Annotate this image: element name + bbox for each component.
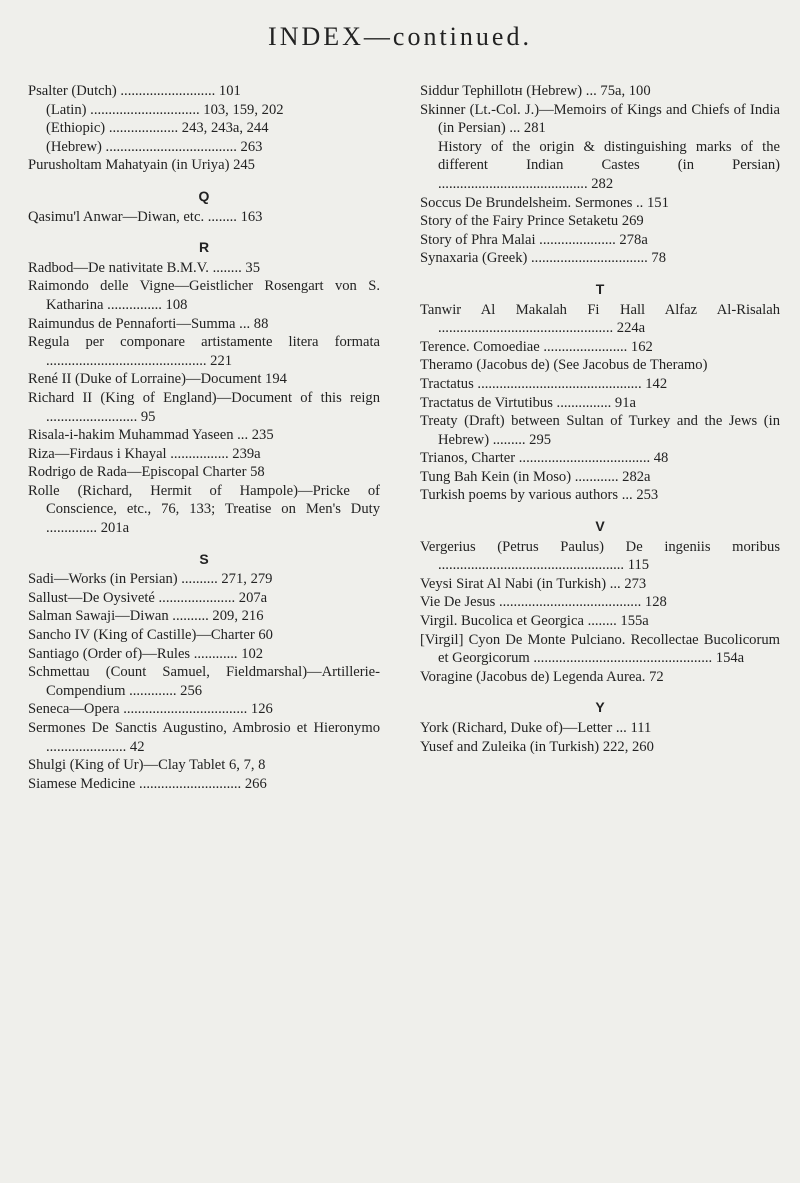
index-entry: [Virgil] Cyon De Monte Pulciano. Recollectae Bucolicorum et Georgicorum ................................................. 154a xyxy=(420,631,780,667)
index-entry: Tanwir Al Makalah Fi Hall Alfaz Al-Risalah ................................................ 224a xyxy=(420,301,780,337)
index-entry: Purusholtam Mahatyain (in Uriya) 245 xyxy=(28,157,255,174)
index-entry: Schmettau (Count Samuel, Fieldmarshal)—Artillerie-Compendium ............. 256 xyxy=(28,664,380,699)
index-entry: Sancho IV (King of Castille)—Charter 60 xyxy=(28,627,273,644)
index-entry: René II (Duke of Lorraine)—Document 194 xyxy=(28,371,287,388)
index-subentry: (Latin) .............................. 103, 159, 202 xyxy=(46,101,284,118)
index-entry: Rodrigo de Rada—Episcopal Charter 58 xyxy=(28,464,265,481)
index-entry: Sadi—Works (in Persian) .......... 271, 279 xyxy=(28,571,273,588)
index-entry: Theramo (Jacobus de) (See Jacobus de Theramo) xyxy=(420,357,708,374)
index-entry: Story of Phra Malai ..................... 278a xyxy=(420,231,648,248)
index-entry: Veysi Sirat Al Nabi (in Turkish) ... 273 xyxy=(420,575,647,592)
left-column xyxy=(28,82,380,793)
index-entry: Santiago (Order of)—Rules ............ 102 xyxy=(28,645,264,662)
index-subentry: (Ethiopic) ................... 243, 243a, 244 xyxy=(46,120,269,137)
index-entry: Seneca—Opera .................................. 126 xyxy=(28,701,273,718)
index-entry: Treaty (Draft) between Sultan of Turkey and the Jews (in Hebrew) ......... 295 xyxy=(420,413,780,448)
index-entry: Siamese Medicine ............................ 266 xyxy=(28,775,267,792)
index-entry: Sermones De Sanctis Augustino, Ambrosio et Hieronymo ...................... 42 xyxy=(28,720,380,755)
section-letter: Q xyxy=(198,187,210,204)
index-entry: Shulgi (King of Ur)—Clay Tablet 6, 7, 8 xyxy=(28,757,266,774)
section-letter: V xyxy=(595,518,605,535)
right-column xyxy=(420,82,780,756)
index-entry: Riza—Firdaus i Khayal ................ 239a xyxy=(28,445,261,462)
index-entry: Sallust—De Oysiveté ..................... 207a xyxy=(28,589,268,606)
index-entry: Salman Sawaji—Diwan .......... 209, 216 xyxy=(28,608,264,625)
index-entry: Radbod—De nativitate B.M.V. ........ 35 xyxy=(28,259,260,276)
index-entry: Tung Bah Kein (in Moso) ............ 282a xyxy=(420,468,651,485)
index-entry: York (Richard, Duke of)—Letter ... 111 xyxy=(420,720,652,736)
index-entry: Psalter (Dutch) .......................... 101 xyxy=(28,83,241,99)
index-entry: Synaxaria (Greek) ................................ 78 xyxy=(420,250,667,267)
index-entry: Voragine (Jacobus de) Legenda Aurea. 72 xyxy=(420,668,664,685)
section-letter: R xyxy=(198,239,210,256)
index-entry: Vergerius (Petrus Paulus) De ingeniis moribus ................................................... 115 xyxy=(420,538,780,574)
index-subentry: (Hebrew) .................................... 263 xyxy=(46,138,263,155)
index-entry: Tractatus ............................................. 142 xyxy=(420,375,668,392)
index-entry: Skinner (Lt.-Col. J.)—Memoirs of Kings and Chiefs of India (in Persian) ... 281 xyxy=(420,101,780,137)
index-entry: Virgil. Bucolica et Georgica ........ 155a xyxy=(420,613,649,630)
index-entry: Yusef and Zuleika (in Turkish) 222, 260 xyxy=(420,738,654,755)
section-letter: S xyxy=(199,550,209,567)
index-entry: Tractatus de Virtutibus ............... 91a xyxy=(420,394,636,411)
index-entry: Risala-i-hakim Muhammad Yaseen ... 235 xyxy=(28,427,274,444)
page-header: INDEX—continued. xyxy=(268,22,532,51)
index-entry: Story of the Fairy Prince Setaketu 269 xyxy=(420,213,644,230)
index-entry: Vie De Jesus ....................................... 128 xyxy=(420,594,667,611)
index-entry: Rolle (Richard, Hermit of Hampole)—Pricke of Conscience, etc., 76, 133; Treatise on Men's Duty .............. 201a xyxy=(28,482,380,537)
section-letter: T xyxy=(595,280,605,297)
index-entry: Siddur Tephillotн (Hebrew) ... 75a, 100 xyxy=(420,83,651,99)
index-entry: Terence. Comoediae ....................... 162 xyxy=(420,338,653,355)
index-entry: Richard II (King of England)—Document of this reign ......................... 95 xyxy=(28,389,380,425)
section-letter: Y xyxy=(595,699,605,716)
index-entry: Raimundus de Pennaforti—Summa ... 88 xyxy=(28,315,269,332)
index-entry: Trianos, Charter .................................... 48 xyxy=(420,450,669,467)
index-entry: Raimondo delle Vigne—Geistlicher Rosengart von S. Katharina ............... 108 xyxy=(28,278,380,313)
index-entry: Qasimu'l Anwar—Diwan, etc. ........ 163 xyxy=(28,208,263,225)
index-subentry: History of the origin & distinguishing marks of the different Indian Castes (in Persian) ......................................... 282 xyxy=(438,138,780,192)
index-entry: Soccus De Brundelsheim. Sermones .. 151 xyxy=(420,194,669,211)
index-entry: Turkish poems by various authors ... 253 xyxy=(420,487,659,504)
index-entry: Regula per componare artistamente litera formata ............................................ 221 xyxy=(28,334,380,369)
